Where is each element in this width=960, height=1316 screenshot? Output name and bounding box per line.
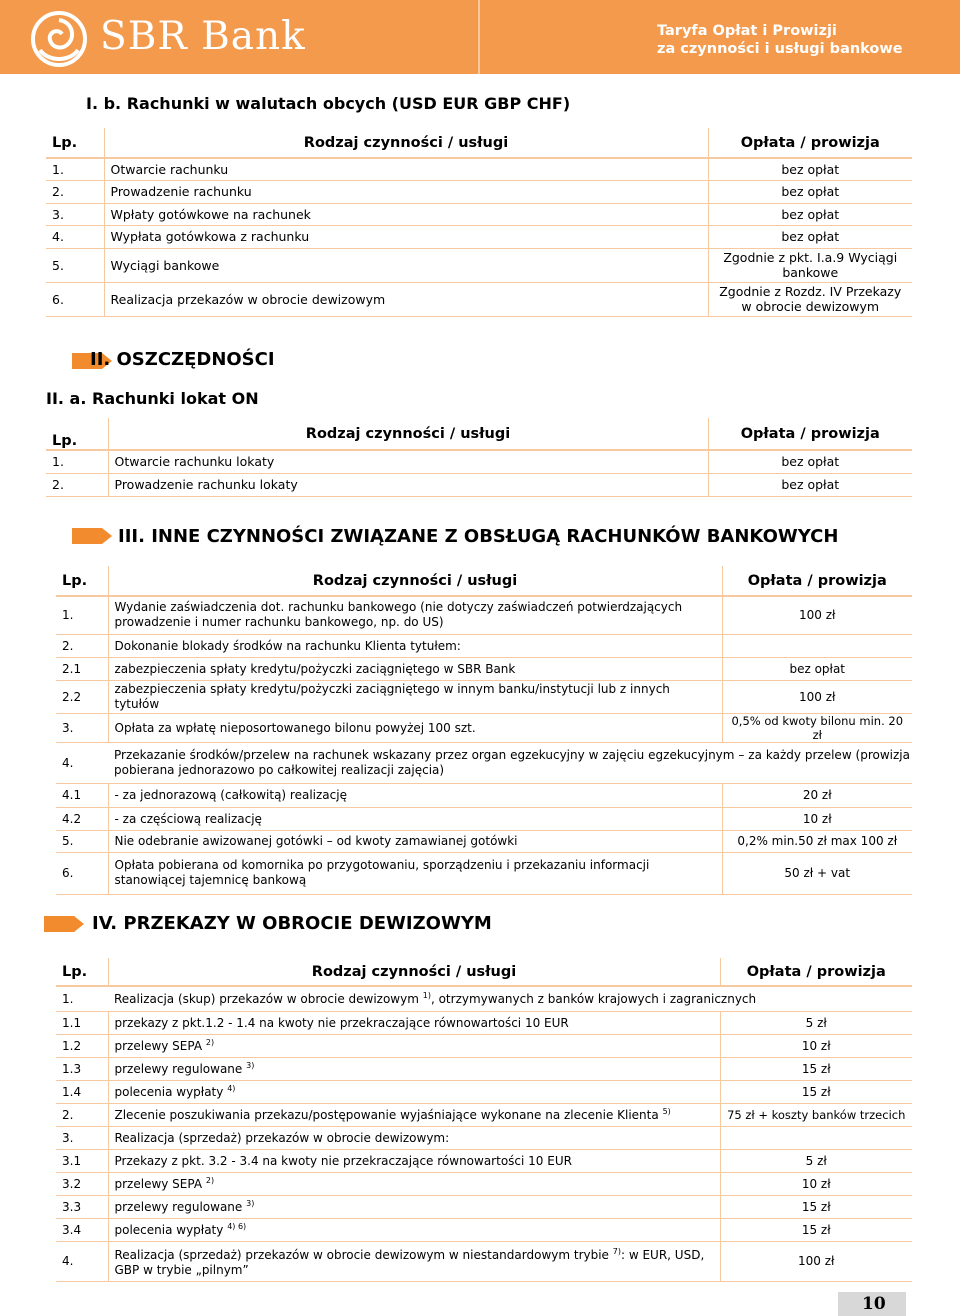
row-lp: 2.1 bbox=[56, 657, 108, 680]
row-fee: 15 zł bbox=[720, 1057, 912, 1080]
footnote-ref: 2) bbox=[205, 1176, 215, 1185]
table-row bbox=[56, 1126, 912, 1149]
row-fee: bez opłat bbox=[708, 158, 912, 180]
row-service bbox=[108, 1034, 720, 1057]
table-header bbox=[56, 566, 912, 596]
row-service-text: przelewy SEPA bbox=[114, 1177, 203, 1191]
row-fee: 10 zł bbox=[720, 1172, 912, 1195]
row-fee: 0,5% od kwoty bilonu min. 20 zł bbox=[722, 713, 912, 742]
section-ii-title: II. OSZCZĘDNOŚCI bbox=[90, 349, 275, 370]
row-service-tail: , otrzymywanych z banków krajowych i zagranicznych bbox=[430, 992, 757, 1007]
row-fee: 15 zł bbox=[720, 1218, 912, 1241]
row-service: Przekazy z pkt. 3.2 - 3.4 na kwoty nie przekraczające równowartości 10 EUR bbox=[108, 1149, 720, 1172]
row-lp: 1.3 bbox=[56, 1057, 108, 1080]
table-row bbox=[46, 203, 912, 225]
table-row bbox=[56, 1172, 912, 1195]
row-fee: Zgodnie z Rozdz. IV Przekazy w obrocie dewizowym bbox=[708, 282, 912, 316]
footnote-ref: 3) bbox=[246, 1061, 255, 1070]
col-service: Rodzaj czynności / usługi bbox=[108, 418, 708, 450]
table-row bbox=[56, 830, 912, 852]
row-service: przekazy z pkt.1.2 - 1.4 na kwoty nie przekraczające równowartości 10 EUR bbox=[108, 1011, 720, 1034]
row-lp: 1. bbox=[46, 450, 108, 473]
row-service: Opłata za wpłatę nieposortowanego bilonu powyżej 100 szt. bbox=[108, 713, 722, 742]
row-lp: 4. bbox=[56, 1241, 108, 1281]
row-lp: 1.2 bbox=[56, 1034, 108, 1057]
col-fee: Opłata / prowizja bbox=[722, 566, 912, 596]
row-lp: 2.2 bbox=[56, 680, 108, 713]
col-service: Rodzaj czynności / usługi bbox=[104, 128, 708, 158]
row-service-text: przelewy SEPA bbox=[114, 1039, 203, 1053]
table-row bbox=[46, 473, 912, 496]
row-service bbox=[108, 1195, 720, 1218]
row-fee: bez opłat bbox=[708, 473, 912, 496]
row-fee: 10 zł bbox=[722, 807, 912, 830]
row-service bbox=[108, 1172, 720, 1195]
table-header bbox=[46, 418, 912, 450]
row-lp: 4.1 bbox=[56, 783, 108, 807]
table-row bbox=[56, 1103, 912, 1126]
row-service bbox=[108, 1241, 720, 1281]
row-service-text: Realizacja (skup) przekazów w obrocie dewizowym bbox=[114, 992, 419, 1007]
row-lp: 4.2 bbox=[56, 807, 108, 830]
row-fee: 15 zł bbox=[720, 1080, 912, 1103]
footnote-ref: 4) 6) bbox=[227, 1222, 247, 1231]
row-lp: 3. bbox=[46, 203, 104, 225]
row-service-text: polecenia wypłaty bbox=[114, 1085, 224, 1099]
row-lp: 5. bbox=[46, 248, 104, 282]
row-service: Nie odebranie awizowanej gotówki – od kwoty zamawianej gotówki bbox=[108, 830, 722, 852]
row-lp: 1.4 bbox=[56, 1080, 108, 1103]
section-ib-table bbox=[46, 128, 912, 317]
row-service: Otwarcie rachunku lokaty bbox=[108, 450, 708, 473]
table-header bbox=[56, 958, 912, 986]
row-fee: 5 zł bbox=[720, 1149, 912, 1172]
row-lp: 3. bbox=[56, 713, 108, 742]
row-lp: 6. bbox=[56, 852, 108, 894]
row-service: - za jednorazową (całkowitą) realizację bbox=[108, 783, 722, 807]
col-service: Rodzaj czynności / usługi bbox=[108, 958, 720, 986]
row-service: Prowadzenie rachunku lokaty bbox=[108, 473, 708, 496]
col-lp: Lp. bbox=[56, 958, 108, 986]
table-row bbox=[56, 1011, 912, 1034]
row-service: Otwarcie rachunku bbox=[104, 158, 708, 180]
rose-logo-icon bbox=[28, 10, 90, 68]
row-service-text: przelewy regulowane bbox=[114, 1062, 243, 1076]
col-lp: Lp. bbox=[56, 566, 108, 596]
row-service: Przekazanie środków/przelew na rachunek wskazany przez organ egzekucyjny w zajęciu egzekucyjnym – za każdy przelew (prowizja pobierana jednorazowo po całkowitej realizacji zajęcia) bbox=[108, 742, 912, 783]
row-lp: 4. bbox=[56, 742, 108, 783]
table-header bbox=[46, 128, 912, 158]
table-row bbox=[46, 450, 912, 473]
table-row bbox=[56, 1195, 912, 1218]
row-service-text: przelewy regulowane bbox=[114, 1200, 243, 1214]
row-fee: 5 zł bbox=[720, 1011, 912, 1034]
table-row bbox=[56, 657, 912, 680]
header-divider bbox=[478, 0, 480, 74]
row-fee: 100 zł bbox=[720, 1241, 912, 1281]
table-row bbox=[56, 1080, 912, 1103]
table-row bbox=[56, 713, 912, 742]
brand-name: SBR Bank bbox=[100, 14, 306, 59]
table-row bbox=[46, 180, 912, 203]
section-iv-table bbox=[56, 958, 912, 1282]
col-fee: Opłata / prowizja bbox=[708, 418, 912, 450]
table-row bbox=[56, 986, 912, 1011]
row-lp: 1. bbox=[56, 986, 108, 1011]
row-service: zabezpieczenia spłaty kredytu/pożyczki zaciągniętego w SBR Bank bbox=[108, 657, 722, 680]
row-service-text: Realizacja (sprzedaż) przekazów w obrocie dewizowym w niestandardowym trybie bbox=[114, 1248, 609, 1262]
row-service bbox=[108, 1057, 720, 1080]
table-row bbox=[56, 1241, 912, 1281]
row-service: Wydanie zaświadczenia dot. rachunku bankowego (nie dotyczy zaświadczeń potwierdzających prowadzenie i numer rachunku bankowego, np. do US) bbox=[108, 596, 722, 634]
page-header bbox=[0, 0, 960, 74]
row-fee: 10 zł bbox=[720, 1034, 912, 1057]
row-fee: 15 zł bbox=[720, 1195, 912, 1218]
page-number: 10 bbox=[862, 1294, 886, 1314]
table-row bbox=[46, 225, 912, 248]
row-service: Realizacja przekazów w obrocie dewizowym bbox=[104, 282, 708, 316]
col-fee: Opłata / prowizja bbox=[720, 958, 912, 986]
row-fee: bez opłat bbox=[708, 450, 912, 473]
row-lp: 6. bbox=[46, 282, 104, 316]
row-service: zabezpieczenia spłaty kredytu/pożyczki zaciągniętego w innym banku/instytucji lub z innych tytułów bbox=[108, 680, 722, 713]
table-row bbox=[56, 1149, 912, 1172]
row-fee: 75 zł + koszty banków trzecich bbox=[720, 1103, 912, 1126]
row-fee: Zgodnie z pkt. I.a.9 Wyciągi bankowe bbox=[708, 248, 912, 282]
document-title bbox=[657, 22, 903, 58]
row-fee: 50 zł + vat bbox=[722, 852, 912, 894]
table-row bbox=[56, 596, 912, 634]
table-row bbox=[56, 680, 912, 713]
table-row bbox=[56, 634, 912, 657]
row-lp: 2. bbox=[46, 473, 108, 496]
row-service: Dokonanie blokady środków na rachunku Klienta tytułem: bbox=[108, 634, 722, 657]
row-fee: bez opłat bbox=[708, 203, 912, 225]
row-service bbox=[108, 1218, 720, 1241]
footnote-ref: 7) bbox=[612, 1247, 621, 1256]
table-row bbox=[46, 282, 912, 316]
table-row bbox=[46, 248, 912, 282]
footnote-ref: 2) bbox=[205, 1038, 215, 1047]
row-lp: 3.4 bbox=[56, 1218, 108, 1241]
section-ib-title: I. b. Rachunki w walutach obcych (USD EUR GBP CHF) bbox=[86, 94, 571, 113]
row-lp: 3.1 bbox=[56, 1149, 108, 1172]
row-fee: 0,2% min.50 zł max 100 zł bbox=[722, 830, 912, 852]
footnote-ref: 3) bbox=[246, 1199, 255, 1208]
row-service: Opłata pobierana od komornika po przygotowaniu, sporządzeniu i przekazaniu informacji stanowiącej tajemnicę bankową bbox=[108, 852, 722, 894]
row-service: Wypłata gotówkowa z rachunku bbox=[104, 225, 708, 248]
table-row bbox=[56, 783, 912, 807]
row-lp: 3.3 bbox=[56, 1195, 108, 1218]
table-row bbox=[56, 1057, 912, 1080]
table-row bbox=[46, 158, 912, 180]
table-row bbox=[56, 1034, 912, 1057]
row-lp: 1. bbox=[56, 596, 108, 634]
row-lp: 1.1 bbox=[56, 1011, 108, 1034]
row-service bbox=[108, 1080, 720, 1103]
section-iia-title: II. a. Rachunki lokat ON bbox=[46, 389, 259, 408]
footnote-ref: 5) bbox=[662, 1107, 671, 1116]
col-lp: Lp. bbox=[46, 128, 104, 158]
row-lp: 2. bbox=[46, 180, 104, 203]
row-service: Prowadzenie rachunku bbox=[104, 180, 708, 203]
row-service-text: polecenia wypłaty bbox=[114, 1223, 224, 1237]
row-lp: 3. bbox=[56, 1126, 108, 1149]
row-service: Wpłaty gotówkowe na rachunek bbox=[104, 203, 708, 225]
row-fee bbox=[722, 634, 912, 657]
row-lp: 3.2 bbox=[56, 1172, 108, 1195]
row-lp: 2. bbox=[56, 1103, 108, 1126]
row-lp: 4. bbox=[46, 225, 104, 248]
row-service bbox=[108, 986, 912, 1011]
row-fee: 20 zł bbox=[722, 783, 912, 807]
section-iii-table bbox=[56, 566, 912, 895]
row-service bbox=[108, 1103, 720, 1126]
section-iii-title: III. INNE CZYNNOŚCI ZWIĄZANE Z OBSŁUGĄ RACHUNKÓW BANKOWYCH bbox=[118, 526, 839, 547]
row-fee: 100 zł bbox=[722, 680, 912, 713]
row-lp: 1. bbox=[46, 158, 104, 180]
section-arrow-icon bbox=[44, 916, 84, 932]
section-iv-title: IV. PRZEKAZY W OBROCIE DEWIZOWYM bbox=[92, 913, 492, 934]
section-arrow-icon bbox=[72, 528, 112, 544]
row-fee bbox=[720, 1126, 912, 1149]
row-service: Realizacja (sprzedaż) przekazów w obrocie dewizowym: bbox=[108, 1126, 720, 1149]
col-lp: Lp. bbox=[46, 418, 108, 450]
table-row bbox=[56, 807, 912, 830]
row-fee: bez opłat bbox=[708, 180, 912, 203]
document-title-line2: za czynności i usługi bankowe bbox=[657, 41, 903, 57]
footnote-ref: 1) bbox=[422, 991, 431, 1001]
row-service: - za częściową realizację bbox=[108, 807, 722, 830]
row-fee: bez opłat bbox=[708, 225, 912, 248]
table-row bbox=[56, 1218, 912, 1241]
row-fee: bez opłat bbox=[722, 657, 912, 680]
col-fee: Opłata / prowizja bbox=[708, 128, 912, 158]
document-title-line1: Taryfa Opłat i Prowizji bbox=[657, 23, 837, 39]
row-lp: 2. bbox=[56, 634, 108, 657]
footnote-ref: 4) bbox=[227, 1084, 236, 1093]
table-row bbox=[56, 742, 912, 783]
col-service: Rodzaj czynności / usługi bbox=[108, 566, 722, 596]
table-row bbox=[56, 852, 912, 894]
row-service: Wyciągi bankowe bbox=[104, 248, 708, 282]
row-service-text: Zlecenie poszukiwania przekazu/postępowanie wyjaśniające wykonane na zlecenie Klienta bbox=[114, 1108, 659, 1122]
row-service-tail: : w EUR, USD, GBP w trybie „pilnym” bbox=[114, 1248, 705, 1277]
row-fee: 100 zł bbox=[722, 596, 912, 634]
row-lp: 5. bbox=[56, 830, 108, 852]
section-ii-table bbox=[46, 418, 912, 497]
